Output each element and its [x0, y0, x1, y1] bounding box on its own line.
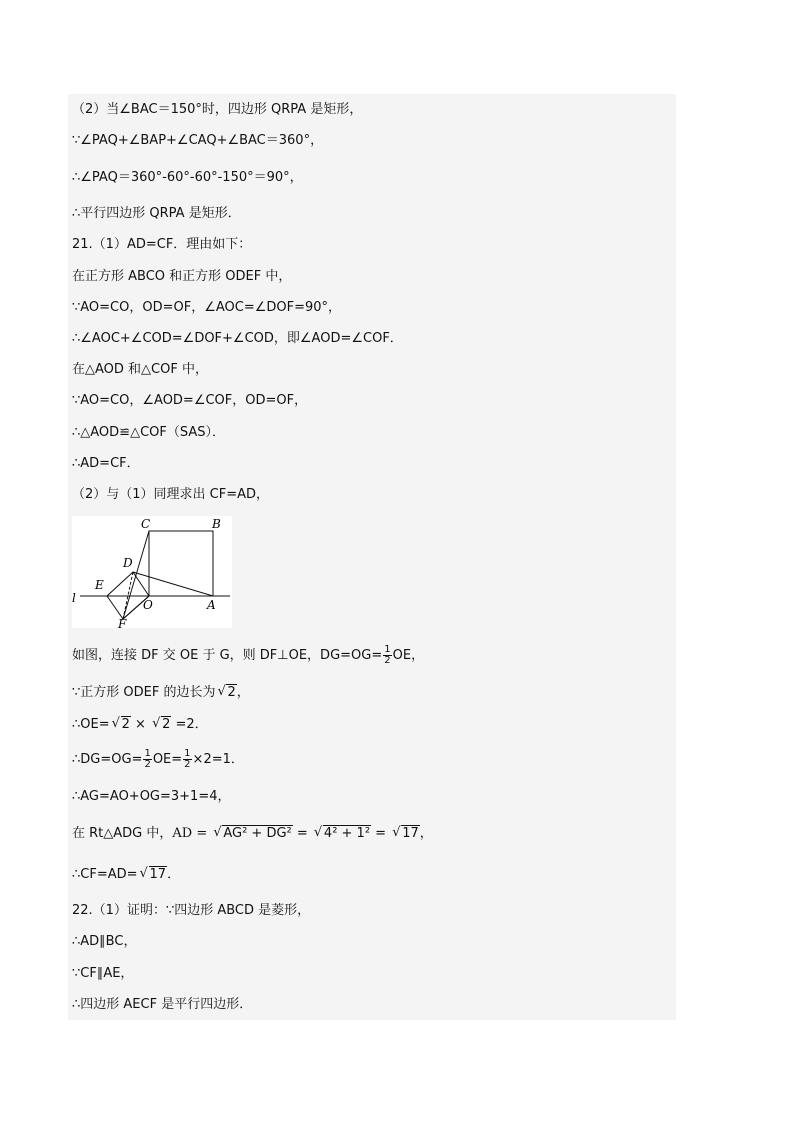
text-line: ∴OE=√ 2 × √ 2 =2． — [72, 716, 208, 734]
sqrt-expression: √ 2 — [217, 684, 236, 702]
geometry-figure — [72, 516, 232, 628]
text-line: 在正方形 ABCO 和正方形 ODEF 中， — [72, 269, 292, 284]
segment-ad — [133, 572, 213, 596]
label-d: D — [123, 556, 133, 570]
label-o: O — [143, 598, 153, 612]
text-line: ∴CF=AD=√ 17． — [72, 866, 180, 884]
text-line: ∴四边形 AECF 是平行四边形． — [72, 997, 253, 1012]
text-line: ∴AG=AO+OG=3+1=4， — [72, 789, 231, 804]
text-line: ∴AD=CF． — [72, 456, 140, 471]
text-line: ∴AD∥BC， — [72, 934, 137, 949]
text-line: （2）当∠BAC＝150°时，四边形 QRPA 是矩形， — [72, 102, 363, 117]
text-line: （2）与（1）同理求出 CF=AD， — [72, 487, 270, 502]
text-line: ∵∠PAQ+∠BAP+∠CAQ+∠BAC＝360°， — [72, 133, 324, 148]
text-line: ∴平行四边形 QRPA 是矩形． — [72, 206, 241, 221]
label-b: B — [212, 517, 221, 531]
text-line: ∵AO=CO，OD=OF，∠AOC=∠DOF=90°， — [72, 300, 342, 315]
fraction: $\frac{1}{2}$ — [384, 644, 391, 666]
label-l: l — [72, 591, 76, 605]
text-line: 21.（1）AD=CF．理由如下： — [72, 237, 252, 252]
square-construction-diagram — [72, 516, 232, 628]
label-e: E — [95, 578, 104, 592]
text-line: ∴DG=OG= $\frac{1}{2}$ OE= $\frac{1}{2}$ ×2=1． — [72, 748, 244, 770]
text-line: ∵AO=CO，∠AOD=∠COF，OD=OF， — [72, 393, 308, 408]
text-line: ∴∠PAQ＝360°-60°-60°-150°＝90°， — [72, 170, 303, 185]
text-line: 22.（1）证明：∵四边形 ABCD 是菱形， — [72, 903, 311, 918]
text-line: ∵正方形 ODEF 的边长为√ 2， — [72, 684, 250, 702]
text-line: 在△AOD 和△COF 中， — [72, 362, 208, 377]
label-f: F — [118, 617, 127, 628]
text-line: 在 Rt△ADG 中，AD = √ AG² + DG² = √ 4² + 1² = √ 17， — [72, 825, 433, 843]
text-line: 如图，连接 DF 交 OE 于 G，则 DF⊥OE，DG=OG= $\frac{1}{2}$ OE， — [72, 644, 425, 666]
text-line: ∴∠AOC+∠COD=∠DOF+∠COD，即∠AOD=∠COF． — [72, 331, 403, 346]
text-line: ∴△AOD≌△COF（SAS）． — [72, 425, 225, 440]
label-a: A — [207, 598, 216, 612]
text-line: ∵CF∥AE， — [72, 966, 134, 981]
label-c: C — [141, 517, 151, 531]
